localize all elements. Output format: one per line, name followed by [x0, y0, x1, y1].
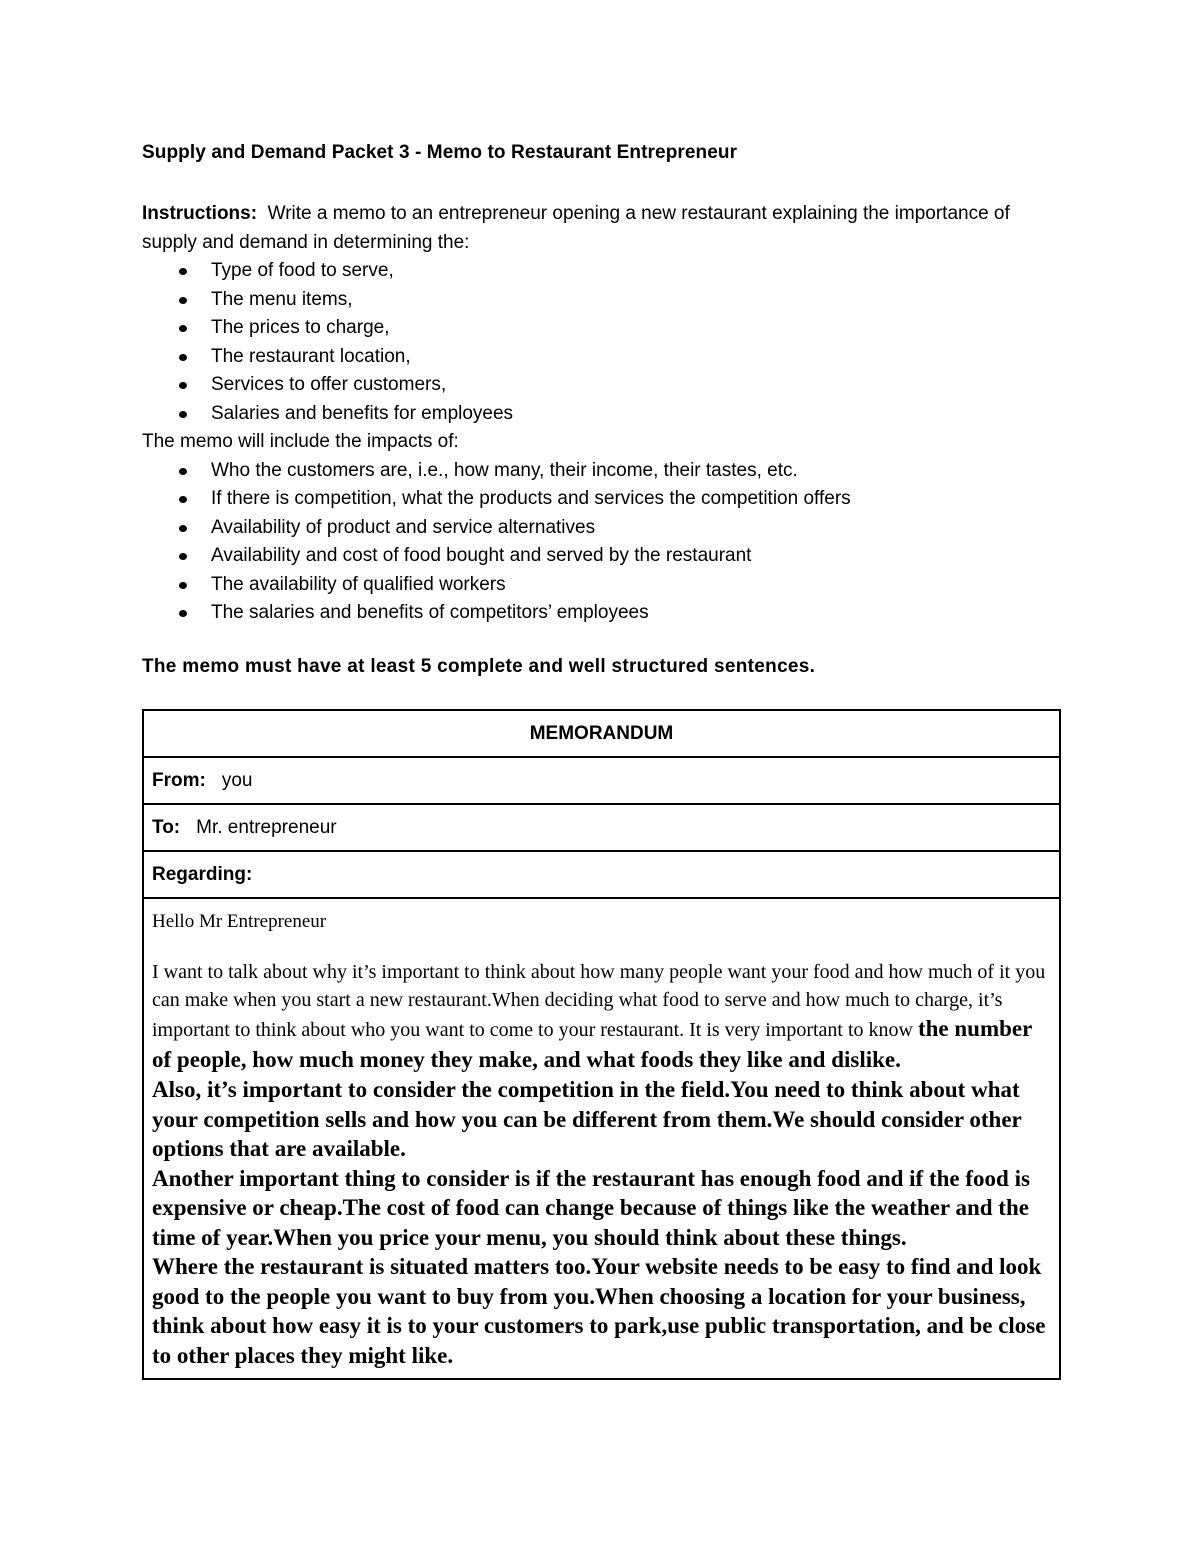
document-title: Supply and Demand Packet 3 - Memo to Restaurant Entrepreneur	[142, 142, 738, 163]
from-value[interactable]: you	[221, 769, 253, 791]
list-item: Who the customers are, i.e., how many, their income, their tastes, etc.	[142, 457, 1042, 486]
list-item: The salaries and benefits of competitors’ employees	[142, 599, 1042, 628]
list-item: Salaries and benefits for employees	[142, 400, 1042, 429]
memo-paragraph-1	[152, 959, 1049, 1075]
bullet-icon	[179, 411, 187, 418]
instructions-text: Write a memo to an entrepreneur opening a new restaurant explaining the importance of supply and demand in determining the:	[142, 203, 1010, 253]
list-item: The menu items,	[142, 286, 1042, 315]
bullet-icon	[179, 468, 187, 475]
memo-greeting: Hello Mr Entrepreneur	[152, 911, 327, 932]
determining-list	[142, 257, 1042, 428]
paragraph-1-bold: the number of people, how much money they make, and what foods they like and dislike.	[152, 1016, 1032, 1072]
instructions-label: Instructions:	[142, 203, 258, 224]
bullet-icon	[179, 297, 187, 304]
regarding-label: Regarding:	[152, 863, 253, 885]
bullet-icon	[179, 610, 187, 617]
memo-body[interactable]	[144, 899, 1059, 1378]
instructions-section	[142, 200, 1042, 628]
impacts-intro: The memo will include the impacts of:	[142, 431, 459, 452]
instructions-paragraph	[142, 200, 1042, 257]
memo-to-row	[144, 805, 1059, 852]
list-item: The availability of qualified workers	[142, 571, 1042, 600]
memorandum-table	[142, 709, 1061, 1380]
bullet-icon	[179, 582, 187, 589]
list-item: Type of food to serve,	[142, 257, 1042, 286]
requirement-note: The memo must have at least 5 complete and well structured sentences.	[142, 656, 816, 677]
list-item: Availability and cost of food bought and served by the restaurant	[142, 542, 1042, 571]
to-value[interactable]: Mr. entrepreneur	[196, 816, 337, 838]
bullet-icon	[179, 354, 187, 361]
list-item: Availability of product and service alternatives	[142, 514, 1042, 543]
impacts-list	[142, 457, 1042, 628]
memo-paragraph-4: Where the restaurant is situated matters too.Your website needs to be easy to find and look good to the people you want to buy from you.When choosing a location for your business, think about how easy it is to your customers to park,use public transportation, and be close to other places they might like.	[152, 1254, 1046, 1368]
bullet-icon	[179, 496, 187, 503]
memo-regarding-row	[144, 852, 1059, 899]
list-item: The prices to charge,	[142, 314, 1042, 343]
bullet-icon	[179, 268, 187, 275]
memo-from-row	[144, 758, 1059, 805]
list-item: The restaurant location,	[142, 343, 1042, 372]
from-label: From:	[152, 769, 206, 791]
list-item: If there is competition, what the products and services the competition offers	[142, 485, 1042, 514]
bullet-icon	[179, 525, 187, 532]
list-item: Services to offer customers,	[142, 371, 1042, 400]
memo-heading: MEMORANDUM	[144, 711, 1059, 758]
paragraph-1-regular: I want to talk about why it’s important to think about how many people want your food and how much of it you can make when you start a new restaurant.When deciding what food to serve and how much to charge, it’s important to think about who you want to come to your restaurant. It is very important to know	[152, 961, 1046, 1041]
memo-paragraph-3: Another important thing to consider is if the restaurant has enough food and if the food is expensive or cheap.The cost of food can change because of things like the weather and the time of year.When you price your menu, you should think about these things.	[152, 1165, 1030, 1250]
bullet-icon	[179, 553, 187, 560]
to-label: To:	[152, 816, 181, 838]
bullet-icon	[179, 325, 187, 332]
bullet-icon	[179, 382, 187, 389]
memo-paragraph-2: Also, it’s important to consider the competition in the field.You need to think about what your competition sells and how you can be different from them.We should consider other options that are available.	[152, 1077, 1022, 1161]
